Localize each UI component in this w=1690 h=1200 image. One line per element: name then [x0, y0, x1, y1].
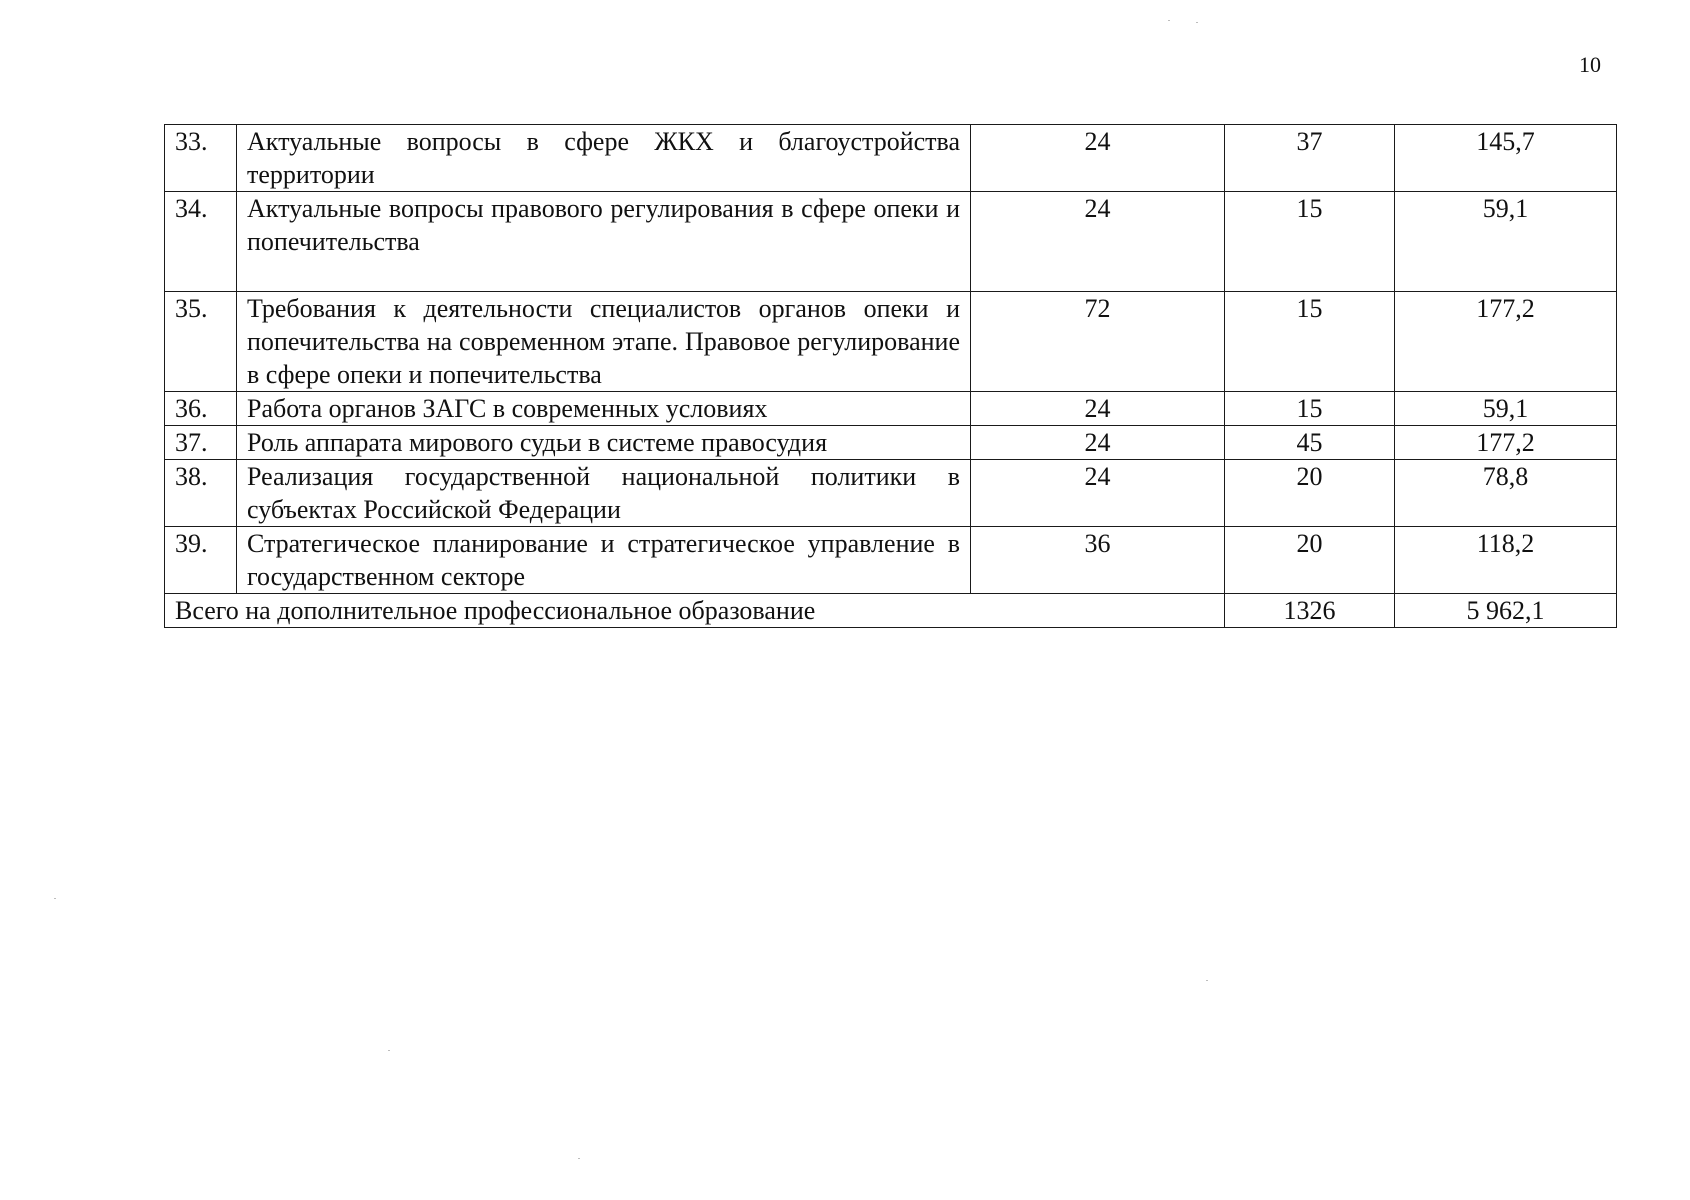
participant-count: 20	[1225, 527, 1395, 594]
row-number: 36.	[165, 392, 237, 426]
total-sum: 5 962,1	[1395, 594, 1617, 628]
program-hours: 24	[971, 460, 1225, 527]
program-name: Роль аппарата мирового судьи в системе правосудия	[237, 426, 971, 460]
participant-count: 15	[1225, 392, 1395, 426]
table-row	[165, 125, 1617, 192]
row-number: 33.	[165, 125, 237, 192]
table-row	[165, 426, 1617, 460]
program-name: Актуальные вопросы правового регулирования в сфере опеки и попечительства	[237, 192, 971, 292]
total-row	[165, 594, 1617, 628]
table-row	[165, 392, 1617, 426]
scan-speck	[1196, 22, 1198, 23]
participant-count: 37	[1225, 125, 1395, 192]
scan-speck	[578, 1158, 580, 1159]
program-name: Стратегическое планирование и стратегическое управление в государственном секторе	[237, 527, 971, 594]
scan-speck	[388, 1050, 390, 1051]
program-hours: 36	[971, 527, 1225, 594]
program-name: Работа органов ЗАГС в современных условиях	[237, 392, 971, 426]
participant-count: 15	[1225, 292, 1395, 392]
program-hours: 24	[971, 392, 1225, 426]
program-name: Требования к деятельности специалистов органов опеки и попечительства на современном этапе. Правовое регулирование в сфере опеки и попечительства	[237, 292, 971, 392]
total-label: Всего на дополнительное профессиональное образование	[165, 594, 1225, 628]
program-sum: 78,8	[1395, 460, 1617, 527]
program-sum: 59,1	[1395, 192, 1617, 292]
program-sum: 59,1	[1395, 392, 1617, 426]
program-sum: 177,2	[1395, 426, 1617, 460]
program-hours: 24	[971, 192, 1225, 292]
row-number: 35.	[165, 292, 237, 392]
table-row	[165, 527, 1617, 594]
table-row	[165, 292, 1617, 392]
program-sum: 145,7	[1395, 125, 1617, 192]
row-number: 34.	[165, 192, 237, 292]
program-hours: 24	[971, 426, 1225, 460]
program-hours: 72	[971, 292, 1225, 392]
table-row	[165, 460, 1617, 527]
scan-speck	[54, 898, 56, 899]
scan-speck	[1168, 20, 1170, 21]
program-name: Актуальные вопросы в сфере ЖКХ и благоустройства территории	[237, 125, 971, 192]
program-sum: 118,2	[1395, 527, 1617, 594]
table-row	[165, 192, 1617, 292]
program-sum: 177,2	[1395, 292, 1617, 392]
participant-count: 45	[1225, 426, 1395, 460]
page-number: 10	[1579, 52, 1601, 77]
row-number: 39.	[165, 527, 237, 594]
program-hours: 24	[971, 125, 1225, 192]
program-name: Реализация государственной национальной политики в субъектах Российской Федерации	[237, 460, 971, 527]
total-count: 1326	[1225, 594, 1395, 628]
scan-speck	[1206, 980, 1208, 981]
participant-count: 20	[1225, 460, 1395, 527]
programs-table	[164, 124, 1617, 628]
row-number: 38.	[165, 460, 237, 527]
participant-count: 15	[1225, 192, 1395, 292]
row-number: 37.	[165, 426, 237, 460]
